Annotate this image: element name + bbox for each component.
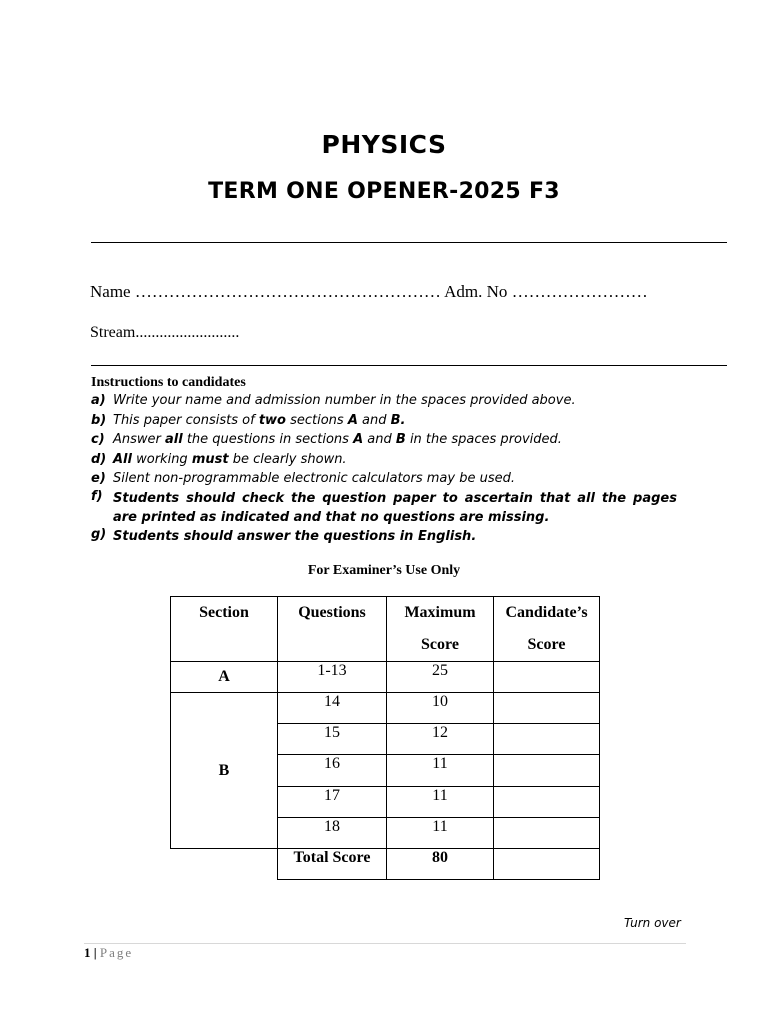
page-number: 1 bbox=[84, 945, 91, 960]
col-header-section: Section bbox=[171, 597, 278, 662]
examiner-heading: For Examiner’s Use Only bbox=[307, 563, 461, 578]
instruction-letter: f) bbox=[91, 489, 103, 504]
turn-over-note: Turn over bbox=[624, 916, 681, 930]
candidate-score-cell[interactable] bbox=[494, 662, 600, 693]
top-divider bbox=[91, 242, 727, 243]
instruction-d bbox=[91, 452, 677, 467]
total-row bbox=[171, 849, 600, 880]
candidate-score-cell[interactable] bbox=[494, 755, 600, 787]
stream-label: Stream bbox=[90, 324, 136, 341]
blank-cell bbox=[171, 849, 278, 880]
footer-divider bbox=[84, 943, 686, 944]
name-line bbox=[90, 282, 648, 302]
instruction-letter: c) bbox=[91, 432, 105, 447]
col-header-maximum-score: Maximum Score bbox=[387, 597, 494, 662]
instruction-letter: d) bbox=[91, 452, 107, 467]
instruction-letter: b) bbox=[91, 413, 107, 428]
instruction-letter: a) bbox=[91, 393, 106, 408]
total-label: Total Score bbox=[278, 849, 387, 880]
score-table bbox=[170, 596, 600, 880]
instruction-f bbox=[91, 489, 677, 527]
table-header-row bbox=[171, 597, 600, 662]
section-cell: A bbox=[171, 662, 278, 693]
name-field[interactable]: ……………………………………………… bbox=[134, 282, 441, 301]
question-cell: 1-13 bbox=[278, 662, 387, 693]
instruction-e bbox=[91, 471, 677, 486]
instruction-text: This paper consists of two sections A and B. bbox=[113, 413, 406, 428]
bottom-divider bbox=[91, 365, 727, 366]
table-row bbox=[171, 693, 600, 724]
col-header-candidate-score: Candidate’s Score bbox=[494, 597, 600, 662]
instruction-text: Write your name and admission number in the spaces provided above. bbox=[113, 393, 576, 408]
question-cell: 14 bbox=[278, 693, 387, 724]
instruction-letter: e) bbox=[91, 471, 106, 486]
stream-line bbox=[90, 324, 239, 342]
col-header-questions: Questions bbox=[278, 597, 387, 662]
table-row bbox=[171, 662, 600, 693]
instruction-c bbox=[91, 432, 677, 447]
exam-title: TERM ONE OPENER-2025 F3 bbox=[208, 179, 560, 204]
instruction-text: Students should answer the questions in English. bbox=[113, 529, 477, 544]
instruction-text: All working must be clearly shown. bbox=[113, 452, 347, 467]
question-cell: 18 bbox=[278, 818, 387, 849]
instruction-a bbox=[91, 393, 677, 408]
question-cell: 17 bbox=[278, 787, 387, 818]
candidate-score-cell[interactable] bbox=[494, 693, 600, 724]
page-footer bbox=[84, 945, 133, 961]
footer-separator: | bbox=[90, 945, 100, 960]
candidate-total-cell[interactable] bbox=[494, 849, 600, 880]
candidate-score-cell[interactable] bbox=[494, 787, 600, 818]
section-cell: B bbox=[171, 693, 278, 849]
adm-field[interactable]: …………………… bbox=[511, 282, 648, 301]
instruction-g bbox=[91, 527, 677, 546]
question-cell: 15 bbox=[278, 724, 387, 755]
instruction-text: Answer all the questions in sections A and B in the spaces provided. bbox=[113, 432, 562, 447]
instruction-text: Silent non-programmable electronic calculators may be used. bbox=[113, 471, 515, 486]
max-score-cell: 11 bbox=[387, 787, 494, 818]
instruction-b bbox=[91, 413, 677, 428]
instructions-heading: Instructions to candidates bbox=[91, 375, 246, 390]
adm-label: Adm. No bbox=[444, 282, 508, 301]
subject-title: PHYSICS bbox=[321, 130, 447, 159]
instruction-letter: g) bbox=[91, 527, 107, 542]
question-cell: 16 bbox=[278, 755, 387, 787]
max-score-cell: 11 bbox=[387, 818, 494, 849]
page-word: Page bbox=[99, 945, 134, 960]
stream-field[interactable]: .......................... bbox=[135, 324, 240, 341]
candidate-score-cell[interactable] bbox=[494, 724, 600, 755]
max-score-cell: 25 bbox=[387, 662, 494, 693]
max-score-cell: 11 bbox=[387, 755, 494, 787]
instruction-text: Students should check the question paper to ascertain that all the pages are printed as indicated and that no questions are missing. bbox=[113, 491, 677, 525]
max-score-cell: 10 bbox=[387, 693, 494, 724]
name-label: Name bbox=[90, 282, 131, 301]
total-value: 80 bbox=[387, 849, 494, 880]
candidate-score-cell[interactable] bbox=[494, 818, 600, 849]
max-score-cell: 12 bbox=[387, 724, 494, 755]
